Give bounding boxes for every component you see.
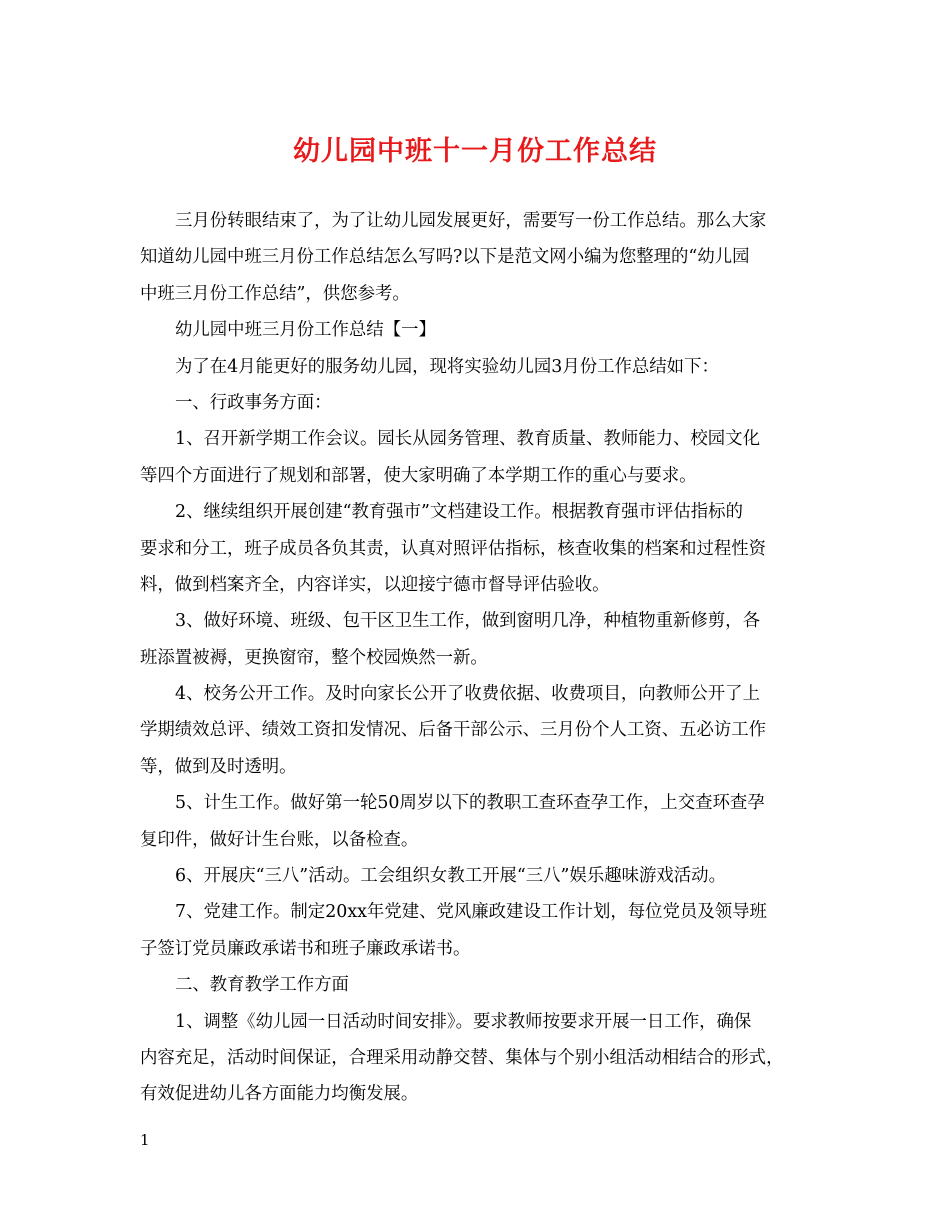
text-line: 6、开展庆“三八”活动。工会组织女教工开展“三八”娱乐趣味游戏活动。 <box>175 866 726 887</box>
text-line: 4、校务公开工作。及时向家长公开了收费依据、收费项目，向教师公开了上 <box>175 684 760 705</box>
text-line: 有效促进幼儿各方面能力均衡发展。 <box>140 1084 419 1105</box>
text-line: 二、教育教学工作方面 <box>175 975 349 996</box>
text-line: 学期绩效总评、绩效工资扣发情况、后备干部公示、三月份个人工资、五必访工作 <box>140 720 767 741</box>
text-line: 2、继续组织开展创建“教育强市”文档建设工作。根据教育强市评估指标的 <box>175 502 743 523</box>
text-line: 料，做到档案齐全，内容详实，以迎接宁德市督导评估验收。 <box>140 574 610 595</box>
text-line: 5、计生工作。做好第一轮50周岁以下的教职工查环查孕工作，上交查环查孕 <box>175 793 765 814</box>
text-line: 7、党建工作。制定20xx年党建、党风廉政建设工作计划，每位党员及领导班 <box>175 902 767 923</box>
text-line: 三月份转眼结束了，为了让幼儿园发展更好，需要写一份工作总结。那么大家 <box>175 211 767 231</box>
document-body <box>140 203 830 1113</box>
text-line: 中班三月份工作总结”，供您参考。 <box>140 283 410 304</box>
page-number: 1 <box>140 1131 150 1149</box>
document-title: 幼儿园中班十一月份工作总结 <box>293 136 657 167</box>
text-line: 幼儿园中班三月份工作总结【一】 <box>175 320 436 341</box>
text-line: 1、召开新学期工作会议。园长从园务管理、教育质量、教师能力、校园文化 <box>175 429 760 450</box>
text-line: 子签订党员廉政承诺书和班子廉政承诺书。 <box>140 938 471 959</box>
text-line: 3、做好环境、班级、包干区卫生工作，做到窗明几净，种植物重新修剪，各 <box>175 611 760 632</box>
text-line: 等，做到及时透明。 <box>140 756 297 777</box>
text-line: 1、调整《幼儿园一日活动时间安排》。要求教师按要求开展一日工作，确保 <box>175 1011 752 1032</box>
text-line: 一、行政事务方面： <box>175 392 332 413</box>
text-line: 为了在4月能更好的服务幼儿园，现将实验幼儿园3月份工作总结如下： <box>175 356 719 377</box>
text-line: 要求和分工，班子成员各负其责，认真对照评估指标，核查收集的档案和过程性资 <box>140 538 767 559</box>
text-line: 知道幼儿园中班三月份工作总结怎么写吗?以下是范文网小编为您整理的“幼儿园 <box>140 247 750 268</box>
text-line: 等四个方面进行了规划和部署，使大家明确了本学期工作的重心与要求。 <box>140 465 697 486</box>
text-line: 内容充足，活动时间保证，合理采用动静交替、集体与个别小组活动相结合的形式， <box>140 1047 784 1068</box>
text-line: 班添置被褥，更换窗帘，整个校园焕然一新。 <box>140 647 488 668</box>
text-line: 复印件，做好计生台账，以备检查。 <box>140 829 419 850</box>
